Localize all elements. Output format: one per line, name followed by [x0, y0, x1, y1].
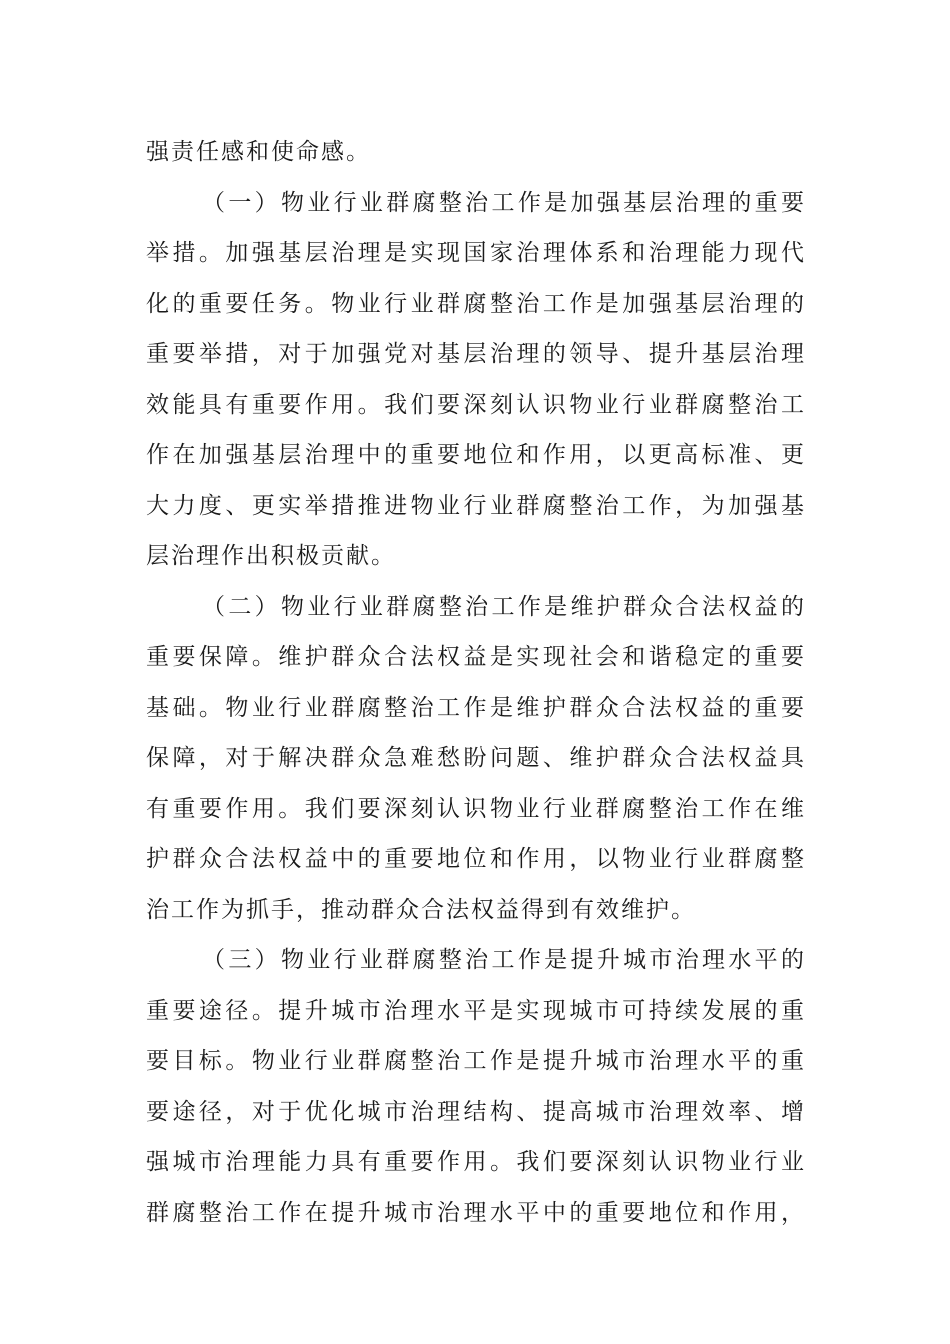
text-line: 有重要作用。我们要深刻认识物业行业群腐整治工作在维 — [146, 795, 806, 822]
text-line: 作在加强基层治理中的重要地位和作用，以更高标准、更 — [146, 442, 806, 468]
text-line: 护群众合法权益中的重要地位和作用，以物业行业群腐整 — [146, 846, 806, 872]
text-line: 基础。物业行业群腐整治工作是维护群众合法权益的重要 — [146, 694, 806, 721]
text-line: 化的重要任务。物业行业群腐整治工作是加强基层治理的 — [146, 290, 806, 317]
text-line: （三）物业行业群腐整治工作是提升城市治理水平的 — [202, 947, 806, 973]
text-line: 要目标。物业行业群腐整治工作是提升城市治理水平的重 — [146, 1048, 806, 1074]
text-line: 要途径，对于优化城市治理结构、提高城市治理效率、增 — [146, 1098, 806, 1125]
text-line: 保障，对于解决群众急难愁盼问题、维护群众合法权益具 — [146, 745, 806, 771]
text-line: 重要保障。维护群众合法权益是实现社会和谐稳定的重要 — [146, 644, 806, 670]
text-line: （二）物业行业群腐整治工作是维护群众合法权益的 — [202, 593, 806, 620]
text-line: 大力度、更实举措推进物业行业群腐整治工作，为加强基 — [146, 492, 806, 519]
text-line: 重要途径。提升城市治理水平是实现城市可持续发展的重 — [146, 997, 806, 1024]
text-line: （一）物业行业群腐整治工作是加强基层治理的重要 — [202, 189, 806, 216]
text-line: 重要举措，对于加强党对基层治理的领导、提升基层治理 — [146, 341, 806, 367]
text-line: 层治理作出积极贡献。 — [146, 543, 396, 569]
text-line: 举措。加强基层治理是实现国家治理体系和治理能力现代 — [146, 240, 806, 266]
text-line: 效能具有重要作用。我们要深刻认识物业行业群腐整治工 — [146, 391, 806, 418]
text-line: 群腐整治工作在提升城市治理水平中的重要地位和作用， — [146, 1199, 806, 1226]
text-line: 强责任感和使命感。 — [146, 139, 371, 165]
document-body — [146, 127, 806, 1238]
text-line: 强城市治理能力具有重要作用。我们要深刻认识物业行业 — [146, 1149, 806, 1175]
text-line: 治工作为抓手，推动群众合法权益得到有效维护。 — [146, 896, 696, 923]
